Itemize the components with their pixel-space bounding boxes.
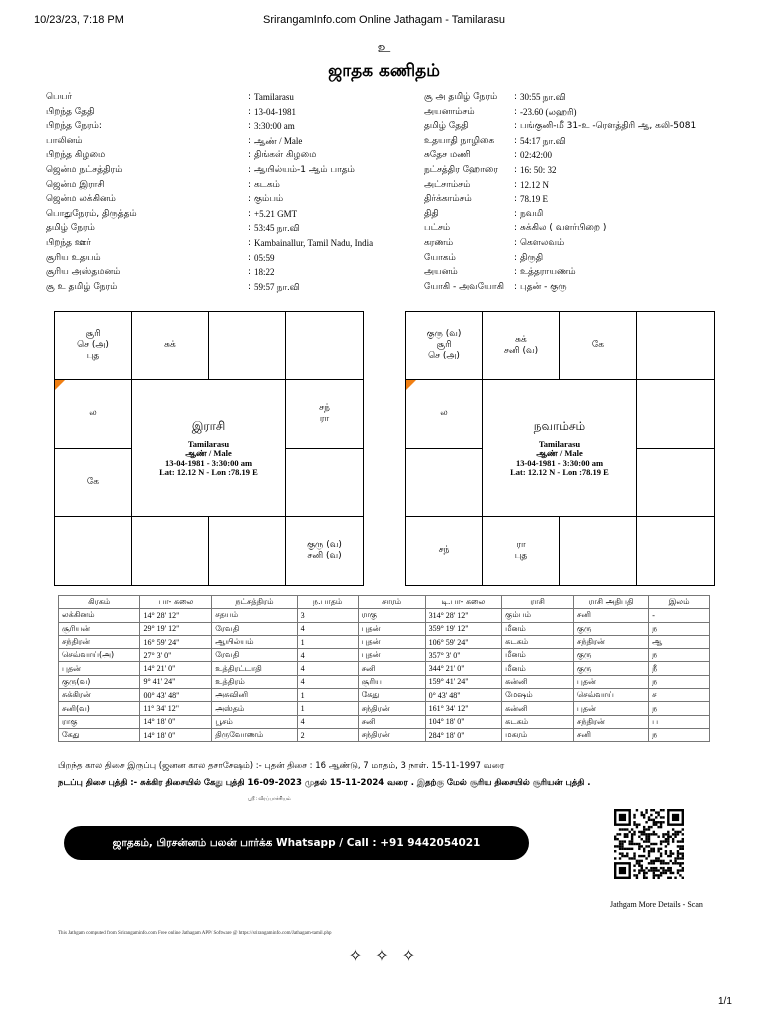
birth-details-right [424, 90, 754, 294]
table-cell: சந்திரன் [573, 635, 648, 648]
house-cell [286, 449, 363, 517]
table-cell: செவ்வாய்(அ) [59, 649, 140, 662]
table-cell: சதயம் [212, 609, 297, 622]
detail-value: பங்குனி-மீ 31-உ -ரௌத்திரி ஆ, கலி-5081 [520, 121, 697, 132]
house-cell [286, 380, 363, 448]
pillaiyar-suzhi: உ [377, 40, 391, 56]
chart-center-name: Tamilarasu [538, 438, 581, 449]
detail-value: Kambainallur, Tamil Nadu, India [254, 237, 374, 248]
detail-label: அட்சாம்சம் [424, 179, 471, 190]
planet-label: சந் [319, 402, 330, 413]
detail-colon: : [248, 281, 252, 292]
planet-positions-table [58, 595, 710, 742]
detail-value: கும்பம் [254, 194, 284, 205]
detail-label: பிறந்த கிழமை [46, 150, 106, 161]
planet-label: புத [86, 351, 100, 362]
table-cell: குரு(வ) [59, 675, 140, 688]
house-cell [209, 517, 286, 585]
detail-row [424, 105, 754, 120]
detail-label: கரணம் [424, 237, 454, 248]
detail-label: யோகம் [424, 252, 456, 263]
detail-colon: : [514, 223, 518, 234]
print-datetime: 10/23/23, 7:18 PM [34, 14, 124, 26]
current-dasa-bhukti: நடப்பு திசை புத்தி :- சுக்கிர திசையில் கேது புத்தி 16-09-2023 முதல் 15-11-2024 வரை . இதற்கு மேல் சூரிய திசையில் சூரியன் புத்தி . [58, 778, 591, 788]
house-cell [637, 517, 714, 585]
footer-note: This Jathgam computed from Srirangaminfo.com Free online Jathagam APP/ Software @ https://srirangaminfo.com/Jathagam-tamil.php [58, 931, 332, 936]
table-cell: சந்திரன் [358, 728, 425, 741]
table-row [59, 728, 710, 741]
detail-value: 02:42:00 [520, 150, 553, 161]
planet-label: ரா [319, 413, 330, 424]
planet-label: கே [86, 476, 100, 487]
table-header: கிரகம் [59, 596, 140, 609]
detail-colon: : [514, 164, 518, 175]
detail-row [424, 207, 754, 222]
table-cell: கும்பம் [502, 609, 574, 622]
table-row [59, 649, 710, 662]
detail-colon: : [248, 208, 252, 219]
birth-dasa-balance: பிறந்த கால திசை இருப்பு (ஜனன கால தசாசேஷம்) :- புதன் திசை : 16 ஆண்டு, 7 மாதம், 3 நாள். 15-11-1997 வரை [58, 761, 505, 771]
table-cell: ந [649, 622, 710, 635]
planet-label: ல [89, 408, 97, 419]
detail-colon: : [514, 208, 518, 219]
detail-colon: : [248, 92, 252, 102]
table-cell: மீனம் [502, 662, 574, 675]
detail-label: உதயாதி நாழிகை [424, 135, 495, 146]
table-cell: சூரியன் [59, 622, 140, 635]
detail-row [424, 265, 754, 280]
planet-label: சுக் [515, 334, 527, 345]
table-cell: சந்திரன் [59, 635, 140, 648]
table-header: சாரம் [358, 596, 425, 609]
detail-row [46, 163, 386, 178]
detail-colon: : [248, 164, 252, 175]
detail-label: பிறந்த ஊர் [46, 237, 91, 248]
planet-label: ல [440, 408, 448, 419]
detail-row [424, 134, 754, 149]
table-cell: 14° 18' 0" [140, 728, 212, 741]
table-cell: மகரம் [502, 728, 574, 741]
house-cell [406, 312, 483, 380]
house-cell [483, 312, 560, 380]
table-cell: பூசம் [212, 715, 297, 728]
house-cell [55, 380, 132, 448]
detail-label: பொதுநேரம், திருத்தம் [46, 208, 137, 219]
table-cell: ஆயில்யம் [212, 635, 297, 648]
detail-label: ஜென்ம லக்கினம் [46, 194, 116, 205]
table-cell: புதன் [358, 622, 425, 635]
table-header: ராசி [502, 596, 574, 609]
table-cell: புதன் [358, 649, 425, 662]
detail-value: +5.21 GMT [254, 208, 298, 219]
house-cell [637, 449, 714, 517]
house-cell [637, 312, 714, 380]
detail-label: பிறந்த நேரம்: [46, 121, 102, 132]
detail-colon: : [514, 135, 518, 146]
detail-label: பிறந்த தேதி [46, 106, 95, 117]
planet-label: சுக் [164, 340, 176, 351]
detail-value: ஆயில்யம்-1 ஆம் பாதம் [254, 164, 355, 175]
chart-name: நவாம்சம் [533, 418, 586, 433]
detail-row [46, 134, 386, 149]
table-cell: சனி [573, 728, 648, 741]
detail-colon: : [248, 135, 252, 146]
detail-label: யோகி - அவயோகி [424, 281, 504, 292]
detail-row [46, 207, 386, 222]
detail-value: 53:45 நா.வி [254, 223, 300, 234]
detail-colon: : [248, 252, 252, 263]
table-cell: 4 [297, 649, 358, 662]
detail-value: 18:22 [254, 267, 275, 278]
table-cell: 00° 43' 48" [140, 689, 212, 702]
table-cell: 3 [297, 609, 358, 622]
detail-row [424, 251, 754, 266]
detail-label: திதி [424, 208, 439, 219]
table-cell: 106° 59' 24" [425, 635, 502, 648]
table-cell: மீனம் [502, 649, 574, 662]
table-cell: கேது [59, 728, 140, 741]
detail-value: 59:57 நா.வி [254, 281, 300, 292]
qr-caption: Jathgam More Details - Scan [610, 900, 703, 909]
table-cell: 159° 41' 24" [425, 675, 502, 688]
table-cell: அசுவினி [212, 689, 297, 702]
detail-colon: : [514, 92, 518, 102]
house-cell [132, 517, 209, 585]
table-row [59, 662, 710, 675]
table-row [59, 715, 710, 728]
detail-value: சுக்கில ( வளர்பிறை ) [520, 223, 607, 234]
detail-row [46, 280, 386, 295]
table-cell: 4 [297, 662, 358, 675]
table-cell: 2 [297, 728, 358, 741]
table-header: நட்சத்திரம் [212, 596, 297, 609]
table-cell: ப [649, 715, 710, 728]
navamsa-chart [405, 311, 715, 586]
table-cell: 11° 34' 12" [140, 702, 212, 715]
planet-label: சனி (வ) [503, 345, 539, 356]
table-cell: புதன் [573, 702, 648, 715]
table-cell: ச [649, 689, 710, 702]
chart-center-datetime: 13-04-1981 - 3:30:00 am [164, 457, 253, 468]
planet-label: சனி (வ) [307, 550, 342, 561]
table-cell: குரு [573, 649, 648, 662]
detail-row [46, 119, 386, 134]
detail-row [46, 265, 386, 280]
table-cell: கன்னி [502, 702, 574, 715]
table-cell: கடகம் [502, 715, 574, 728]
detail-label: ஜென்ம இராசி [46, 179, 105, 190]
rasi-chart [54, 311, 364, 586]
table-cell: மேஷம் [502, 689, 574, 702]
detail-label: தமிழ் நேரம் [46, 223, 95, 234]
detail-colon: : [514, 237, 518, 248]
detail-value: ஆண் / Male [254, 135, 303, 146]
table-row [59, 689, 710, 702]
table-cell: 284° 18' 0" [425, 728, 502, 741]
detail-value: 13-04-1981 [254, 106, 296, 117]
detail-colon: : [248, 179, 252, 190]
detail-colon: : [514, 106, 518, 117]
table-cell: கன்னி [502, 675, 574, 688]
house-cell [132, 312, 209, 380]
detail-value: திருதி [520, 252, 544, 263]
table-row [59, 622, 710, 635]
table-cell: 161° 34' 12" [425, 702, 502, 715]
chart-center-gender: ஆண் / Male [536, 448, 583, 458]
table-cell: புதன் [573, 675, 648, 688]
detail-row [424, 119, 754, 134]
table-cell: லக்கினம் [59, 609, 140, 622]
table-cell: ந [649, 728, 710, 741]
table-cell: குரு [573, 622, 648, 635]
detail-row [46, 192, 386, 207]
table-cell: ரேவதி [212, 649, 297, 662]
table-cell: 4 [297, 622, 358, 635]
table-cell: 1 [297, 702, 358, 715]
table-cell: உத்திரட்டாதி [212, 662, 297, 675]
table-cell: 14° 18' 0" [140, 715, 212, 728]
house-cell [55, 312, 132, 380]
table-cell: சந்திரன் [573, 715, 648, 728]
table-cell: 0° 43' 48" [425, 689, 502, 702]
contact-banner[interactable] [64, 826, 529, 860]
table-cell: 4 [297, 715, 358, 728]
table-cell: சுக்கிரன் [59, 689, 140, 702]
house-cell [406, 449, 483, 517]
planet-label: சந் [438, 545, 450, 556]
table-cell: சனி [573, 609, 648, 622]
detail-label: தமிழ் தேதி [424, 121, 469, 132]
detail-value: நவமி [520, 208, 544, 219]
detail-colon: : [248, 121, 252, 132]
table-cell: மீனம் [502, 622, 574, 635]
detail-value: கௌலவம் [520, 237, 565, 248]
table-cell: - [649, 609, 710, 622]
table-cell: நீ [649, 662, 710, 675]
planet-label: புத [514, 550, 528, 561]
table-cell: திருவோணம் [212, 728, 297, 741]
detail-colon: : [514, 267, 518, 278]
table-cell: 14° 21' 0" [140, 662, 212, 675]
detail-value: 54:17 நா.வி [520, 135, 566, 146]
detail-row [424, 148, 754, 163]
house-cell [483, 517, 560, 585]
detail-row [46, 221, 386, 236]
table-cell: சனி [358, 715, 425, 728]
table-cell: 29° 19' 12" [140, 622, 212, 635]
table-cell: ரேவதி [212, 622, 297, 635]
table-cell: ராகு [59, 715, 140, 728]
table-cell: சந்திரன் [358, 702, 425, 715]
table-cell: 314° 28' 12" [425, 609, 502, 622]
detail-row [46, 251, 386, 266]
detail-row [46, 178, 386, 193]
house-cell [637, 380, 714, 448]
detail-label: பெயர் [46, 92, 73, 102]
detail-colon: : [248, 194, 252, 205]
house-cell [560, 517, 637, 585]
table-cell: சனி(வ) [59, 702, 140, 715]
detail-value: உத்தராயணம் [520, 267, 576, 278]
detail-value: 3:30:00 am [254, 121, 295, 132]
table-row [59, 675, 710, 688]
detail-row [424, 178, 754, 193]
table-cell: 9° 41' 24" [140, 675, 212, 688]
detail-colon: : [514, 281, 518, 292]
house-cell [55, 517, 132, 585]
detail-value: 78.19 E [520, 194, 548, 205]
detail-colon: : [514, 194, 518, 205]
detail-colon: : [514, 252, 518, 263]
detail-row [46, 236, 386, 251]
detail-colon: : [248, 223, 252, 234]
planet-label: குரு (வ) [307, 539, 342, 550]
qr-code-icon[interactable] [614, 800, 684, 888]
table-cell: புதன் [59, 662, 140, 675]
table-cell: சனி [358, 662, 425, 675]
table-cell: 27° 3' 0" [140, 649, 212, 662]
detail-row [46, 148, 386, 163]
table-cell: ந [649, 649, 710, 662]
table-cell: அஸ்தம் [212, 702, 297, 715]
table-cell: ஆ [649, 635, 710, 648]
table-cell: ந [649, 702, 710, 715]
table-cell: கடகம் [502, 635, 574, 648]
table-header: டி.பா- கலை [425, 596, 502, 609]
detail-row [424, 221, 754, 236]
table-cell: சூரிய [358, 675, 425, 688]
detail-colon: : [248, 267, 252, 278]
detail-label: ஜென்ம நட்சத்திரம் [46, 164, 123, 175]
detail-label: பட்சம் [424, 223, 451, 234]
detail-label: அயனம் [424, 267, 458, 278]
house-cell [55, 449, 132, 517]
table-cell: 104° 18' 0" [425, 715, 502, 728]
house-cell [286, 312, 363, 380]
detail-label: சுதேச மணி [424, 150, 471, 161]
print-page-title: SrirangamInfo.com Online Jathagam - Tamilarasu [263, 14, 505, 26]
tiny-note: ஸ்ரீ : வீரப்பாச்சியம் [248, 797, 291, 802]
table-cell: 359° 19' 12" [425, 622, 502, 635]
planet-label: செ (அ) [77, 340, 109, 351]
lagna-marker-icon [406, 380, 416, 390]
detail-value: கடகம் [254, 179, 280, 190]
detail-row [424, 236, 754, 251]
detail-value: 30:55 நா.வி [520, 92, 566, 102]
table-row [59, 635, 710, 648]
chart-center-datetime: 13-04-1981 - 3:30:00 am [515, 457, 604, 468]
table-cell: ந [649, 675, 710, 688]
birth-details-left [46, 90, 386, 294]
detail-colon: : [514, 179, 518, 190]
house-cell [560, 312, 637, 380]
detail-label: நட்சத்திர ஹோரை [424, 164, 498, 175]
detail-colon: : [248, 237, 252, 248]
chart-center [132, 380, 286, 517]
table-cell: 357° 3' 0" [425, 649, 502, 662]
chart-center-gender: ஆண் / Male [185, 448, 232, 458]
detail-label: சூ அ தமிழ் நேரம் [424, 92, 498, 102]
house-cell [406, 517, 483, 585]
detail-row [424, 192, 754, 207]
table-header: இலம் [649, 596, 710, 609]
detail-colon: : [248, 150, 252, 161]
detail-row [424, 90, 754, 105]
house-cell [406, 380, 483, 448]
detail-colon: : [248, 106, 252, 117]
table-row [59, 702, 710, 715]
planet-label: கே [591, 340, 605, 351]
planet-label: குரு (வ) [426, 329, 462, 340]
detail-label: பாலினம் [46, 135, 83, 146]
table-header: ந.பாதம் [297, 596, 358, 609]
detail-row [424, 163, 754, 178]
detail-label: சூரிய அஸ்தமனம் [46, 267, 121, 278]
table-cell: 344° 21' 0" [425, 662, 502, 675]
detail-label: அயனாம்சம் [424, 106, 475, 117]
chart-center-latlon: Lat: 12.12 N - Lon :78.19 E [159, 467, 258, 477]
chart-center-name: Tamilarasu [187, 438, 230, 449]
table-row [59, 609, 710, 622]
table-cell: செவ்வாய் [573, 689, 648, 702]
detail-value: 05:59 [254, 252, 275, 263]
table-cell: கேது [358, 689, 425, 702]
lagna-marker-icon [55, 380, 65, 390]
decorative-stars: ✧ ✧ ✧ [348, 946, 420, 965]
contact-banner-text: ஜாதகம், பிரசன்னம் பலன் பார்க்க Whatsapp / Call : +91 9442054021 [112, 836, 481, 849]
detail-label: திர்க்காம்சம் [424, 194, 472, 205]
detail-value: திங்கள் கிழமை [254, 150, 317, 161]
detail-row [46, 90, 386, 105]
table-cell: குரு [573, 662, 648, 675]
detail-label: சூ உ தமிழ் நேரம் [46, 281, 118, 292]
table-cell: 1 [297, 635, 358, 648]
table-header: பா- கலை [140, 596, 212, 609]
chart-center-latlon: Lat: 12.12 N - Lon :78.19 E [510, 467, 609, 477]
planet-label: ரா [516, 539, 526, 550]
planet-label: சூரி [85, 329, 101, 340]
detail-value: -23.60 (லஹரி) [520, 106, 577, 117]
table-cell: 14° 28' 12" [140, 609, 212, 622]
detail-colon: : [514, 150, 518, 161]
detail-row [46, 105, 386, 120]
table-cell: 4 [297, 675, 358, 688]
house-cell [286, 517, 363, 585]
page-title: ஜாதக கணிதம் [328, 61, 440, 81]
table-cell: 1 [297, 689, 358, 702]
house-cell [209, 312, 286, 380]
detail-colon: : [514, 121, 518, 132]
planet-label: செ (அ) [428, 351, 460, 362]
detail-value: 16: 50: 32 [520, 164, 557, 175]
page-number: 1/1 [718, 996, 732, 1007]
chart-center [483, 380, 637, 517]
table-cell: 16° 59' 24" [140, 635, 212, 648]
table-cell: ராகு [358, 609, 425, 622]
detail-label: சூரிய உதயம் [46, 252, 101, 263]
detail-row [424, 280, 754, 295]
table-cell: உத்திரம் [212, 675, 297, 688]
detail-value: 12.12 N [520, 179, 549, 190]
table-header: ராசி அதிபதி [573, 596, 648, 609]
table-cell: புதன் [358, 635, 425, 648]
chart-name: இராசி [191, 418, 226, 433]
planet-label: சூரி [436, 340, 452, 351]
detail-value: Tamilarasu [254, 92, 294, 102]
detail-value: புதன் - குரு [520, 281, 567, 292]
